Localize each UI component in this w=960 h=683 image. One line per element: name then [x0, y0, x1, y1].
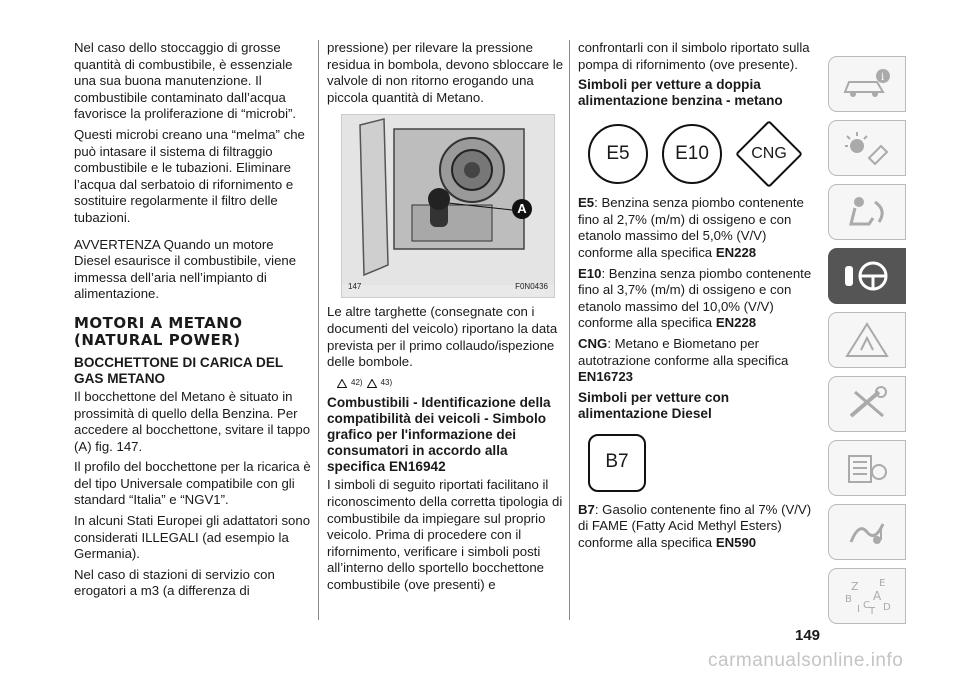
warning-triangle-icon — [367, 379, 377, 388]
paragraph: I simboli di seguito riportati facilitano il riconoscimento della corretta tipologia di combustibile da impiegare sul proprio veicolo. Prima di procedere con il rifornimento, verificare i simboli posti all’interno dello sportello bocchettone combustibile (ove presenti) e — [327, 477, 563, 592]
index-letter: Z — [851, 580, 859, 593]
fuel-description: : Gasolio contenente fino al 7% (V/V) di FAME (Fatty Acid Methyl Esters) conforme alla specifica — [578, 501, 812, 550]
paragraph: Il profilo del bocchettone per la ricarica è del tipo Universale compatibile con gli standard “Italia” e “NGV1”. — [74, 459, 311, 508]
tab-dashboard-lights[interactable] — [828, 120, 906, 176]
tab-index[interactable] — [828, 568, 906, 624]
fuel-symbol-e5: E5 — [588, 124, 648, 184]
figure-caption — [348, 279, 548, 296]
index-letter: T — [869, 606, 876, 616]
figure-code: F0N0436 — [515, 281, 548, 291]
figure-number: 147 — [348, 281, 362, 291]
column-divider — [569, 40, 570, 620]
warning-ref: 42) — [351, 377, 363, 387]
subsection-heading: Simboli per vetture a doppia alimentazione benzina - metano — [578, 77, 783, 109]
column-1 — [74, 40, 312, 604]
paragraph: confrontarli con il simbolo riportato sulla pompa di rifornimento (ove presente). — [578, 40, 810, 72]
car-info-icon — [839, 64, 895, 104]
callout-label: A — [512, 199, 532, 219]
index-letter: D — [883, 602, 891, 613]
warning-references — [337, 375, 565, 392]
column-3 — [578, 40, 816, 556]
svg-text:i: i — [881, 72, 885, 83]
fuel-description: : Benzina senza piombo contenente fino al 3,7% (m/m) di ossigeno e con etanolo massimo del 10,0% (V/V) conforme alla specifica — [578, 265, 812, 331]
fuel-code: E5 — [578, 195, 595, 211]
column-2 — [327, 40, 565, 598]
fuel-description: : Benzina senza piombo contenente fino al 2,7% (m/m) di ossigeno e con etanolo massimo del 5,0% (V/V) conforme alla specifica — [578, 195, 804, 260]
service-tools-icon — [839, 384, 895, 424]
tab-multimedia[interactable] — [828, 504, 906, 560]
fuel-symbols-row — [588, 121, 816, 187]
paragraph: Nel caso dello stoccaggio di grosse quantità di combustibile, è essenziale una sua buona manutenzione. Il combustibile contaminato dall’acqua favorisce la proliferazione di “microbi”. — [74, 40, 297, 122]
paragraph: Nel caso di stazioni di servizio con erogatori a m3 (a differenza di — [74, 566, 275, 599]
key-steering-wheel-icon — [839, 256, 895, 296]
index-letter: E — [879, 578, 886, 589]
index-letter: A — [873, 589, 882, 603]
tab-seat-airbag[interactable] — [828, 184, 906, 240]
index-letter: I — [857, 604, 860, 615]
tab-car-info[interactable] — [828, 56, 906, 112]
fuel-symbol-e10: E10 — [662, 124, 722, 184]
subsection-heading: Combustibili - Identificazione della compatibilità dei veicoli - Simbolo grafico per l'informazione dei consumatori in accordo alla specifica EN16942 — [327, 395, 551, 475]
warning-paragraph: AVVERTENZA Quando un motore Diesel esaurisce il combustibile, viene immessa dell’aria nell’impianto di alimentazione. — [74, 236, 297, 302]
fuel-definition-e5 — [578, 195, 816, 261]
multimedia-icon — [839, 512, 895, 552]
fuel-symbol-cng — [736, 121, 802, 187]
fuel-symbol-b7: B7 — [588, 434, 646, 492]
fuel-definition-b7 — [578, 502, 816, 552]
fuel-code: CNG — [578, 335, 608, 351]
page-number: 149 — [795, 627, 821, 644]
fuel-description: : Metano e Biometano per autotrazione conforme alla specifica — [578, 335, 789, 368]
fuel-code: E10 — [578, 265, 602, 281]
tab-specs[interactable] — [828, 440, 906, 496]
dashboard-lights-icon — [839, 128, 895, 168]
paragraph: Il bocchettone del Metano è situato in prossimità di quello della Benzina. Per accedere al bocchettone, svitare il tappo (A) fig. 147. — [74, 388, 311, 454]
index-letter: B — [845, 594, 852, 605]
index-letter: C — [863, 600, 870, 611]
fuel-spec: EN590 — [715, 534, 757, 550]
fuel-symbol-cng-label: CNG — [751, 144, 787, 162]
footer-watermark: carmanualsonline.info — [708, 650, 904, 671]
seat-airbag-icon — [839, 192, 895, 232]
paragraph: pressione) per rilevare la pressione residua in bombola, devono sbloccare le valvole di non ritorno erogando una piccola quantità di Metano. — [327, 40, 564, 105]
subsection-heading: BOCCHETTONE DI CARICA DEL GAS METANO — [74, 354, 283, 386]
figure-fuel-cap — [341, 114, 555, 298]
subsection-heading: Simboli per vetture con alimentazione Diesel — [578, 389, 730, 421]
paragraph: Le altre targhette (consegnate con i documenti del veicolo) riportano la data prevista per il primo collaudo/ispezione delle bombole. — [327, 304, 558, 370]
section-heading: MOTORI A METANO (NATURAL POWER) — [74, 313, 243, 349]
fuel-definition-e10 — [578, 266, 816, 332]
fuel-definition-cng — [578, 336, 816, 386]
chapter-tabs — [828, 56, 910, 632]
specs-icon — [839, 448, 895, 488]
warning-triangle-icon — [337, 379, 347, 388]
warning-ref: 43) — [380, 377, 393, 387]
fuel-spec: EN228 — [715, 244, 757, 260]
index-icon — [839, 576, 895, 616]
fuel-spec: EN16723 — [578, 369, 633, 385]
paragraph: Questi microbi creano una “melma” che può intasare il sistema di filtraggio combustibile e le tubazioni. Eliminare l’acqua dal serbatoio di rifornimento e sostituire regolarmente il filtro delle tubazioni. — [74, 126, 305, 225]
fuel-spec: EN228 — [715, 315, 757, 331]
fuel-code: B7 — [578, 501, 595, 517]
paragraph: In alcuni Stati Europei gli adattatori sono considerati ILLEGALI (ad esempio la Germania). — [74, 513, 311, 562]
tab-warning-road[interactable] — [828, 312, 906, 368]
column-divider — [318, 40, 319, 620]
tab-key-steering-wheel[interactable] — [828, 248, 906, 304]
warning-road-icon — [839, 320, 895, 360]
tab-service-tools[interactable] — [828, 376, 906, 432]
